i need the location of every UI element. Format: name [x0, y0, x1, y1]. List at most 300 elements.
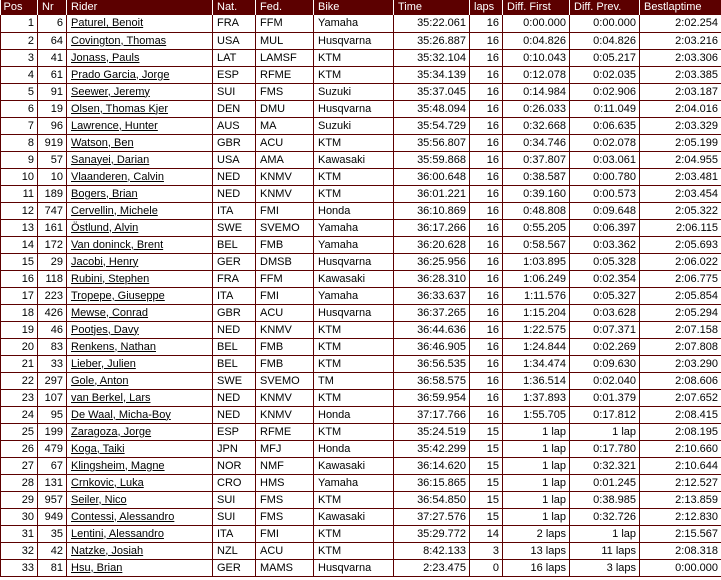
cell-diff-first: 1:37.893: [503, 389, 570, 406]
cell-bestlaptime: 2:12.527: [640, 474, 721, 491]
cell-laps: 16: [470, 304, 503, 321]
cell-diff-first: 0:39.160: [503, 185, 570, 202]
table-row: [1, 253, 721, 270]
rider-link[interactable]: Covington, Thomas: [71, 34, 167, 47]
cell-pos: 21: [1, 355, 38, 372]
cell-pos: 7: [1, 117, 38, 134]
rider-link[interactable]: Östlund, Alvin: [71, 221, 139, 234]
cell-nat: GER: [213, 559, 256, 576]
cell-nr: 64: [38, 32, 67, 49]
rider-link[interactable]: Mewse, Conrad: [71, 306, 149, 319]
cell-nr: 161: [38, 219, 67, 236]
cell-rider: [67, 559, 213, 576]
cell-diff-first: 1:36.514: [503, 372, 570, 389]
cell-bike: TM: [314, 372, 394, 389]
cell-diff-prev: 0:32.321: [570, 457, 640, 474]
cell-diff-prev: 0:05.327: [570, 287, 640, 304]
cell-bestlaptime: 2:07.158: [640, 321, 721, 338]
cell-nat: NED: [213, 406, 256, 423]
cell-bestlaptime: 2:03.481: [640, 168, 721, 185]
cell-diff-prev: 0:17.812: [570, 406, 640, 423]
cell-fed: FMS: [256, 508, 314, 525]
cell-rider: [67, 32, 213, 49]
cell-nr: 57: [38, 151, 67, 168]
table-row: [1, 440, 721, 457]
cell-nat: BEL: [213, 338, 256, 355]
table-row: [1, 168, 721, 185]
cell-bike: KTM: [314, 355, 394, 372]
cell-time: 36:20.628: [394, 236, 470, 253]
rider-link[interactable]: Sanayei, Darian: [71, 153, 150, 166]
cell-fed: FFM: [256, 270, 314, 287]
table-row: [1, 304, 721, 321]
cell-nat: BEL: [213, 236, 256, 253]
rider-link[interactable]: Pootjes, Davy: [71, 323, 139, 336]
cell-laps: 16: [470, 406, 503, 423]
rider-link[interactable]: Prado Garcia, Jorge: [71, 68, 170, 81]
cell-rider: [67, 542, 213, 559]
rider-link[interactable]: Contessi, Alessandro: [71, 510, 175, 523]
rider-link[interactable]: Lawrence, Hunter: [71, 119, 158, 132]
cell-nr: 297: [38, 372, 67, 389]
cell-bestlaptime: 2:10.644: [640, 457, 721, 474]
cell-pos: 18: [1, 304, 38, 321]
cell-bike: KTM: [314, 185, 394, 202]
cell-time: 8:42.133: [394, 542, 470, 559]
cell-bestlaptime: 2:08.415: [640, 406, 721, 423]
rider-link[interactable]: Vlaanderen, Calvin: [71, 170, 164, 183]
cell-time: 35:22.061: [394, 15, 470, 32]
cell-laps: 16: [470, 185, 503, 202]
table-row: [1, 508, 721, 525]
cell-diff-prev: 0:01.245: [570, 474, 640, 491]
table-row: [1, 15, 721, 32]
cell-rider: [67, 338, 213, 355]
cell-nr: 29: [38, 253, 67, 270]
rider-link[interactable]: Jacobi, Henry: [71, 255, 139, 268]
cell-diff-first: 1 lap: [503, 491, 570, 508]
cell-diff-first: 0:55.205: [503, 219, 570, 236]
rider-link[interactable]: Watson, Ben: [71, 136, 134, 149]
cell-nr: 6: [38, 15, 67, 32]
cell-fed: FMS: [256, 491, 314, 508]
cell-fed: MFJ: [256, 440, 314, 457]
cell-nat: GBR: [213, 134, 256, 151]
cell-diff-first: 0:48.808: [503, 202, 570, 219]
cell-laps: 15: [470, 457, 503, 474]
cell-time: 2:23.475: [394, 559, 470, 576]
cell-time: 35:32.104: [394, 49, 470, 66]
cell-nat: LAT: [213, 49, 256, 66]
cell-fed: FMI: [256, 287, 314, 304]
cell-time: 35:59.868: [394, 151, 470, 168]
cell-nr: 91: [38, 83, 67, 100]
cell-fed: KNMV: [256, 321, 314, 338]
cell-fed: FMB: [256, 355, 314, 372]
rider-link[interactable]: Zaragoza, Jorge: [71, 425, 152, 438]
cell-nat: SUI: [213, 491, 256, 508]
cell-pos: 25: [1, 423, 38, 440]
table-row: [1, 423, 721, 440]
cell-laps: 16: [470, 49, 503, 66]
cell-time: 36:44.636: [394, 321, 470, 338]
cell-nat: JPN: [213, 440, 256, 457]
header-diff-prev[interactable]: Diff. Prev.: [570, 0, 640, 15]
cell-bike: Kawasaki: [314, 270, 394, 287]
cell-nat: ITA: [213, 202, 256, 219]
cell-nr: 223: [38, 287, 67, 304]
cell-nat: NED: [213, 168, 256, 185]
cell-diff-first: 1:06.249: [503, 270, 570, 287]
rider-link[interactable]: Renkens, Nathan: [71, 340, 156, 353]
cell-rider: [67, 134, 213, 151]
header-bestlaptime[interactable]: Bestlaptime: [640, 0, 721, 15]
cell-rider: [67, 100, 213, 117]
cell-laps: 15: [470, 474, 503, 491]
header-bike[interactable]: Bike: [314, 0, 394, 15]
rider-link[interactable]: Paturel, Benoit: [71, 17, 144, 30]
cell-fed: FMI: [256, 202, 314, 219]
table-row: [1, 100, 721, 117]
cell-nat: SWE: [213, 372, 256, 389]
results-table-header: [1, 0, 721, 15]
cell-laps: 15: [470, 423, 503, 440]
cell-pos: 29: [1, 491, 38, 508]
cell-bike: KTM: [314, 168, 394, 185]
cell-time: 36:17.266: [394, 219, 470, 236]
rider-link[interactable]: Tropepe, Giuseppe: [71, 289, 165, 302]
table-row: [1, 83, 721, 100]
cell-laps: 16: [470, 338, 503, 355]
cell-pos: 23: [1, 389, 38, 406]
cell-bestlaptime: 2:08.318: [640, 542, 721, 559]
cell-bestlaptime: 2:13.859: [640, 491, 721, 508]
cell-diff-prev: 0:03.362: [570, 236, 640, 253]
cell-nr: 10: [38, 168, 67, 185]
rider-link[interactable]: Klingsheim, Magne: [71, 459, 165, 472]
cell-diff-prev: 0:38.985: [570, 491, 640, 508]
cell-bike: Yamaha: [314, 15, 394, 32]
cell-laps: 16: [470, 202, 503, 219]
cell-diff-first: 0:32.668: [503, 117, 570, 134]
cell-nat: NOR: [213, 457, 256, 474]
table-row: [1, 151, 721, 168]
cell-nat: NED: [213, 321, 256, 338]
cell-laps: 3: [470, 542, 503, 559]
cell-bike: Husqvarna: [314, 100, 394, 117]
rider-link[interactable]: Gole, Anton: [71, 374, 129, 387]
rider-link[interactable]: Jonass, Pauls: [71, 51, 140, 64]
cell-diff-prev: 0:02.906: [570, 83, 640, 100]
cell-diff-first: 1 lap: [503, 440, 570, 457]
table-row: [1, 525, 721, 542]
cell-diff-first: 1:11.576: [503, 287, 570, 304]
cell-bestlaptime: 2:05.854: [640, 287, 721, 304]
header-rider[interactable]: Rider: [67, 0, 213, 15]
cell-nat: CRO: [213, 474, 256, 491]
cell-rider: [67, 202, 213, 219]
cell-diff-first: 1 lap: [503, 423, 570, 440]
cell-pos: 13: [1, 219, 38, 236]
cell-diff-first: 1 lap: [503, 457, 570, 474]
cell-laps: 16: [470, 15, 503, 32]
rider-link[interactable]: Hsu, Brian: [71, 561, 123, 574]
cell-diff-first: 0:26.033: [503, 100, 570, 117]
cell-nat: SUI: [213, 83, 256, 100]
cell-diff-first: 16 laps: [503, 559, 570, 576]
cell-diff-prev: 0:04.826: [570, 32, 640, 49]
cell-bike: Suzuki: [314, 117, 394, 134]
cell-bike: Yamaha: [314, 287, 394, 304]
cell-diff-prev: 0:11.049: [570, 100, 640, 117]
cell-time: 36:59.954: [394, 389, 470, 406]
cell-bike: Husqvarna: [314, 253, 394, 270]
cell-nr: 96: [38, 117, 67, 134]
rider-link[interactable]: Van doninck, Brent: [71, 238, 164, 251]
cell-time: 35:54.729: [394, 117, 470, 134]
cell-nat: DEN: [213, 100, 256, 117]
rider-link[interactable]: Lentini, Alessandro: [71, 527, 164, 540]
cell-fed: ACU: [256, 304, 314, 321]
cell-pos: 15: [1, 253, 38, 270]
cell-diff-prev: 1 lap: [570, 525, 640, 542]
cell-diff-prev: 0:06.397: [570, 219, 640, 236]
header-time[interactable]: Time: [394, 0, 470, 15]
header-fed[interactable]: Fed.: [256, 0, 314, 15]
cell-diff-first: 1:24.844: [503, 338, 570, 355]
cell-time: 35:26.887: [394, 32, 470, 49]
cell-nat: GER: [213, 253, 256, 270]
cell-diff-prev: 0:17.780: [570, 440, 640, 457]
cell-fed: KNMV: [256, 168, 314, 185]
header-laps[interactable]: laps: [470, 0, 503, 15]
cell-diff-first: 1 lap: [503, 474, 570, 491]
cell-nat: ITA: [213, 287, 256, 304]
rider-link[interactable]: De Waal, Micha-Boy: [71, 408, 171, 421]
cell-bestlaptime: 2:12.830: [640, 508, 721, 525]
rider-link[interactable]: Crnkovic, Luka: [71, 476, 144, 489]
cell-rider: [67, 423, 213, 440]
cell-laps: 16: [470, 151, 503, 168]
cell-laps: 16: [470, 117, 503, 134]
cell-time: 36:33.637: [394, 287, 470, 304]
cell-pos: 27: [1, 457, 38, 474]
cell-diff-prev: 0:02.269: [570, 338, 640, 355]
cell-diff-first: 1:55.705: [503, 406, 570, 423]
cell-bike: KTM: [314, 49, 394, 66]
cell-rider: [67, 168, 213, 185]
cell-nr: 118: [38, 270, 67, 287]
cell-nr: 426: [38, 304, 67, 321]
cell-bestlaptime: 2:04.016: [640, 100, 721, 117]
cell-laps: 16: [470, 219, 503, 236]
cell-diff-prev: 0:05.217: [570, 49, 640, 66]
cell-time: 36:56.535: [394, 355, 470, 372]
cell-bike: KTM: [314, 389, 394, 406]
cell-fed: ACU: [256, 134, 314, 151]
cell-bike: KTM: [314, 66, 394, 83]
header-nr[interactable]: Nr: [38, 0, 67, 15]
cell-diff-prev: 0:05.328: [570, 253, 640, 270]
cell-nr: 131: [38, 474, 67, 491]
cell-pos: 30: [1, 508, 38, 525]
cell-fed: DMU: [256, 100, 314, 117]
table-row: [1, 185, 721, 202]
cell-laps: 16: [470, 100, 503, 117]
cell-pos: 5: [1, 83, 38, 100]
cell-diff-first: 2 laps: [503, 525, 570, 542]
cell-pos: 2: [1, 32, 38, 49]
cell-nr: 33: [38, 355, 67, 372]
cell-diff-prev: 0:32.726: [570, 508, 640, 525]
cell-bestlaptime: 2:03.454: [640, 185, 721, 202]
rider-link[interactable]: Seiler, Nico: [71, 493, 127, 506]
cell-fed: HMS: [256, 474, 314, 491]
table-row: [1, 457, 721, 474]
cell-pos: 26: [1, 440, 38, 457]
rider-link[interactable]: Rubini, Stephen: [71, 272, 150, 285]
cell-time: 36:28.310: [394, 270, 470, 287]
header-diff-first[interactable]: Diff. First: [503, 0, 570, 15]
cell-rider: [67, 253, 213, 270]
cell-nr: 949: [38, 508, 67, 525]
cell-rider: [67, 83, 213, 100]
cell-nat: FRA: [213, 270, 256, 287]
cell-pos: 17: [1, 287, 38, 304]
cell-laps: 16: [470, 134, 503, 151]
rider-link[interactable]: Cervellin, Michele: [71, 204, 158, 217]
cell-rider: [67, 508, 213, 525]
cell-fed: KNMV: [256, 389, 314, 406]
cell-diff-first: 1:22.575: [503, 321, 570, 338]
cell-fed: RFME: [256, 423, 314, 440]
cell-diff-first: 0:00.000: [503, 15, 570, 32]
cell-bike: KTM: [314, 423, 394, 440]
cell-diff-first: 1:03.895: [503, 253, 570, 270]
results-table-body: [1, 15, 721, 576]
table-row: [1, 491, 721, 508]
cell-rider: [67, 219, 213, 236]
cell-bestlaptime: 2:04.955: [640, 151, 721, 168]
cell-time: 36:01.221: [394, 185, 470, 202]
cell-diff-prev: 0:06.635: [570, 117, 640, 134]
cell-rider: [67, 15, 213, 32]
cell-time: 36:37.265: [394, 304, 470, 321]
cell-diff-prev: 0:01.379: [570, 389, 640, 406]
table-row: [1, 406, 721, 423]
table-row: [1, 542, 721, 559]
cell-time: 36:46.905: [394, 338, 470, 355]
cell-rider: [67, 525, 213, 542]
cell-diff-first: 0:38.587: [503, 168, 570, 185]
rider-link[interactable]: Natzke, Josiah: [71, 544, 144, 557]
cell-laps: 16: [470, 83, 503, 100]
header-nat[interactable]: Nat.: [213, 0, 256, 15]
cell-nr: 95: [38, 406, 67, 423]
table-row: [1, 355, 721, 372]
cell-fed: AMA: [256, 151, 314, 168]
header-pos[interactable]: Pos: [1, 0, 38, 15]
cell-bestlaptime: 2:08.606: [640, 372, 721, 389]
rider-link[interactable]: Koga, Taiki: [71, 442, 125, 455]
cell-bike: KTM: [314, 321, 394, 338]
cell-rider: [67, 406, 213, 423]
cell-rider: [67, 49, 213, 66]
cell-bike: Husqvarna: [314, 559, 394, 576]
cell-pos: 24: [1, 406, 38, 423]
cell-diff-prev: 0:02.078: [570, 134, 640, 151]
cell-pos: 16: [1, 270, 38, 287]
cell-time: 35:48.094: [394, 100, 470, 117]
cell-fed: FMB: [256, 236, 314, 253]
cell-nr: 919: [38, 134, 67, 151]
cell-diff-prev: 0:00.780: [570, 168, 640, 185]
cell-laps: 16: [470, 389, 503, 406]
cell-nr: 747: [38, 202, 67, 219]
cell-diff-prev: 0:02.035: [570, 66, 640, 83]
cell-nr: 172: [38, 236, 67, 253]
cell-nr: 61: [38, 66, 67, 83]
cell-nr: 46: [38, 321, 67, 338]
cell-nat: USA: [213, 32, 256, 49]
rider-link[interactable]: Olsen, Thomas Kjer: [71, 102, 169, 115]
cell-bike: Yamaha: [314, 474, 394, 491]
cell-nat: BEL: [213, 355, 256, 372]
cell-diff-prev: 0:02.040: [570, 372, 640, 389]
cell-time: 36:00.648: [394, 168, 470, 185]
header-row: [1, 0, 721, 15]
cell-diff-first: 1:34.474: [503, 355, 570, 372]
cell-diff-first: 1:15.204: [503, 304, 570, 321]
cell-rider: [67, 474, 213, 491]
rider-link[interactable]: Lieber, Julien: [71, 357, 136, 370]
cell-bike: KTM: [314, 525, 394, 542]
rider-link[interactable]: van Berkel, Lars: [71, 391, 151, 404]
cell-bestlaptime: 2:05.199: [640, 134, 721, 151]
table-row: [1, 270, 721, 287]
cell-diff-prev: 1 lap: [570, 423, 640, 440]
cell-nat: AUS: [213, 117, 256, 134]
cell-fed: RFME: [256, 66, 314, 83]
cell-laps: 14: [470, 525, 503, 542]
cell-fed: MAMS: [256, 559, 314, 576]
cell-diff-first: 0:58.567: [503, 236, 570, 253]
cell-laps: 16: [470, 66, 503, 83]
cell-bestlaptime: 2:03.216: [640, 32, 721, 49]
cell-time: 37:27.576: [394, 508, 470, 525]
cell-time: 35:56.807: [394, 134, 470, 151]
cell-laps: 16: [470, 287, 503, 304]
cell-rider: [67, 287, 213, 304]
rider-link[interactable]: Seewer, Jeremy: [71, 85, 150, 98]
cell-bestlaptime: 2:06.022: [640, 253, 721, 270]
cell-bike: Husqvarna: [314, 32, 394, 49]
rider-link[interactable]: Bogers, Brian: [71, 187, 138, 200]
cell-time: 36:25.956: [394, 253, 470, 270]
cell-fed: NMF: [256, 457, 314, 474]
cell-bestlaptime: 2:03.329: [640, 117, 721, 134]
cell-rider: [67, 491, 213, 508]
cell-pos: 10: [1, 168, 38, 185]
cell-rider: [67, 457, 213, 474]
cell-bestlaptime: 2:07.652: [640, 389, 721, 406]
table-row: [1, 321, 721, 338]
cell-pos: 33: [1, 559, 38, 576]
cell-pos: 1: [1, 15, 38, 32]
cell-pos: 14: [1, 236, 38, 253]
cell-bestlaptime: 2:15.567: [640, 525, 721, 542]
cell-nr: 479: [38, 440, 67, 457]
